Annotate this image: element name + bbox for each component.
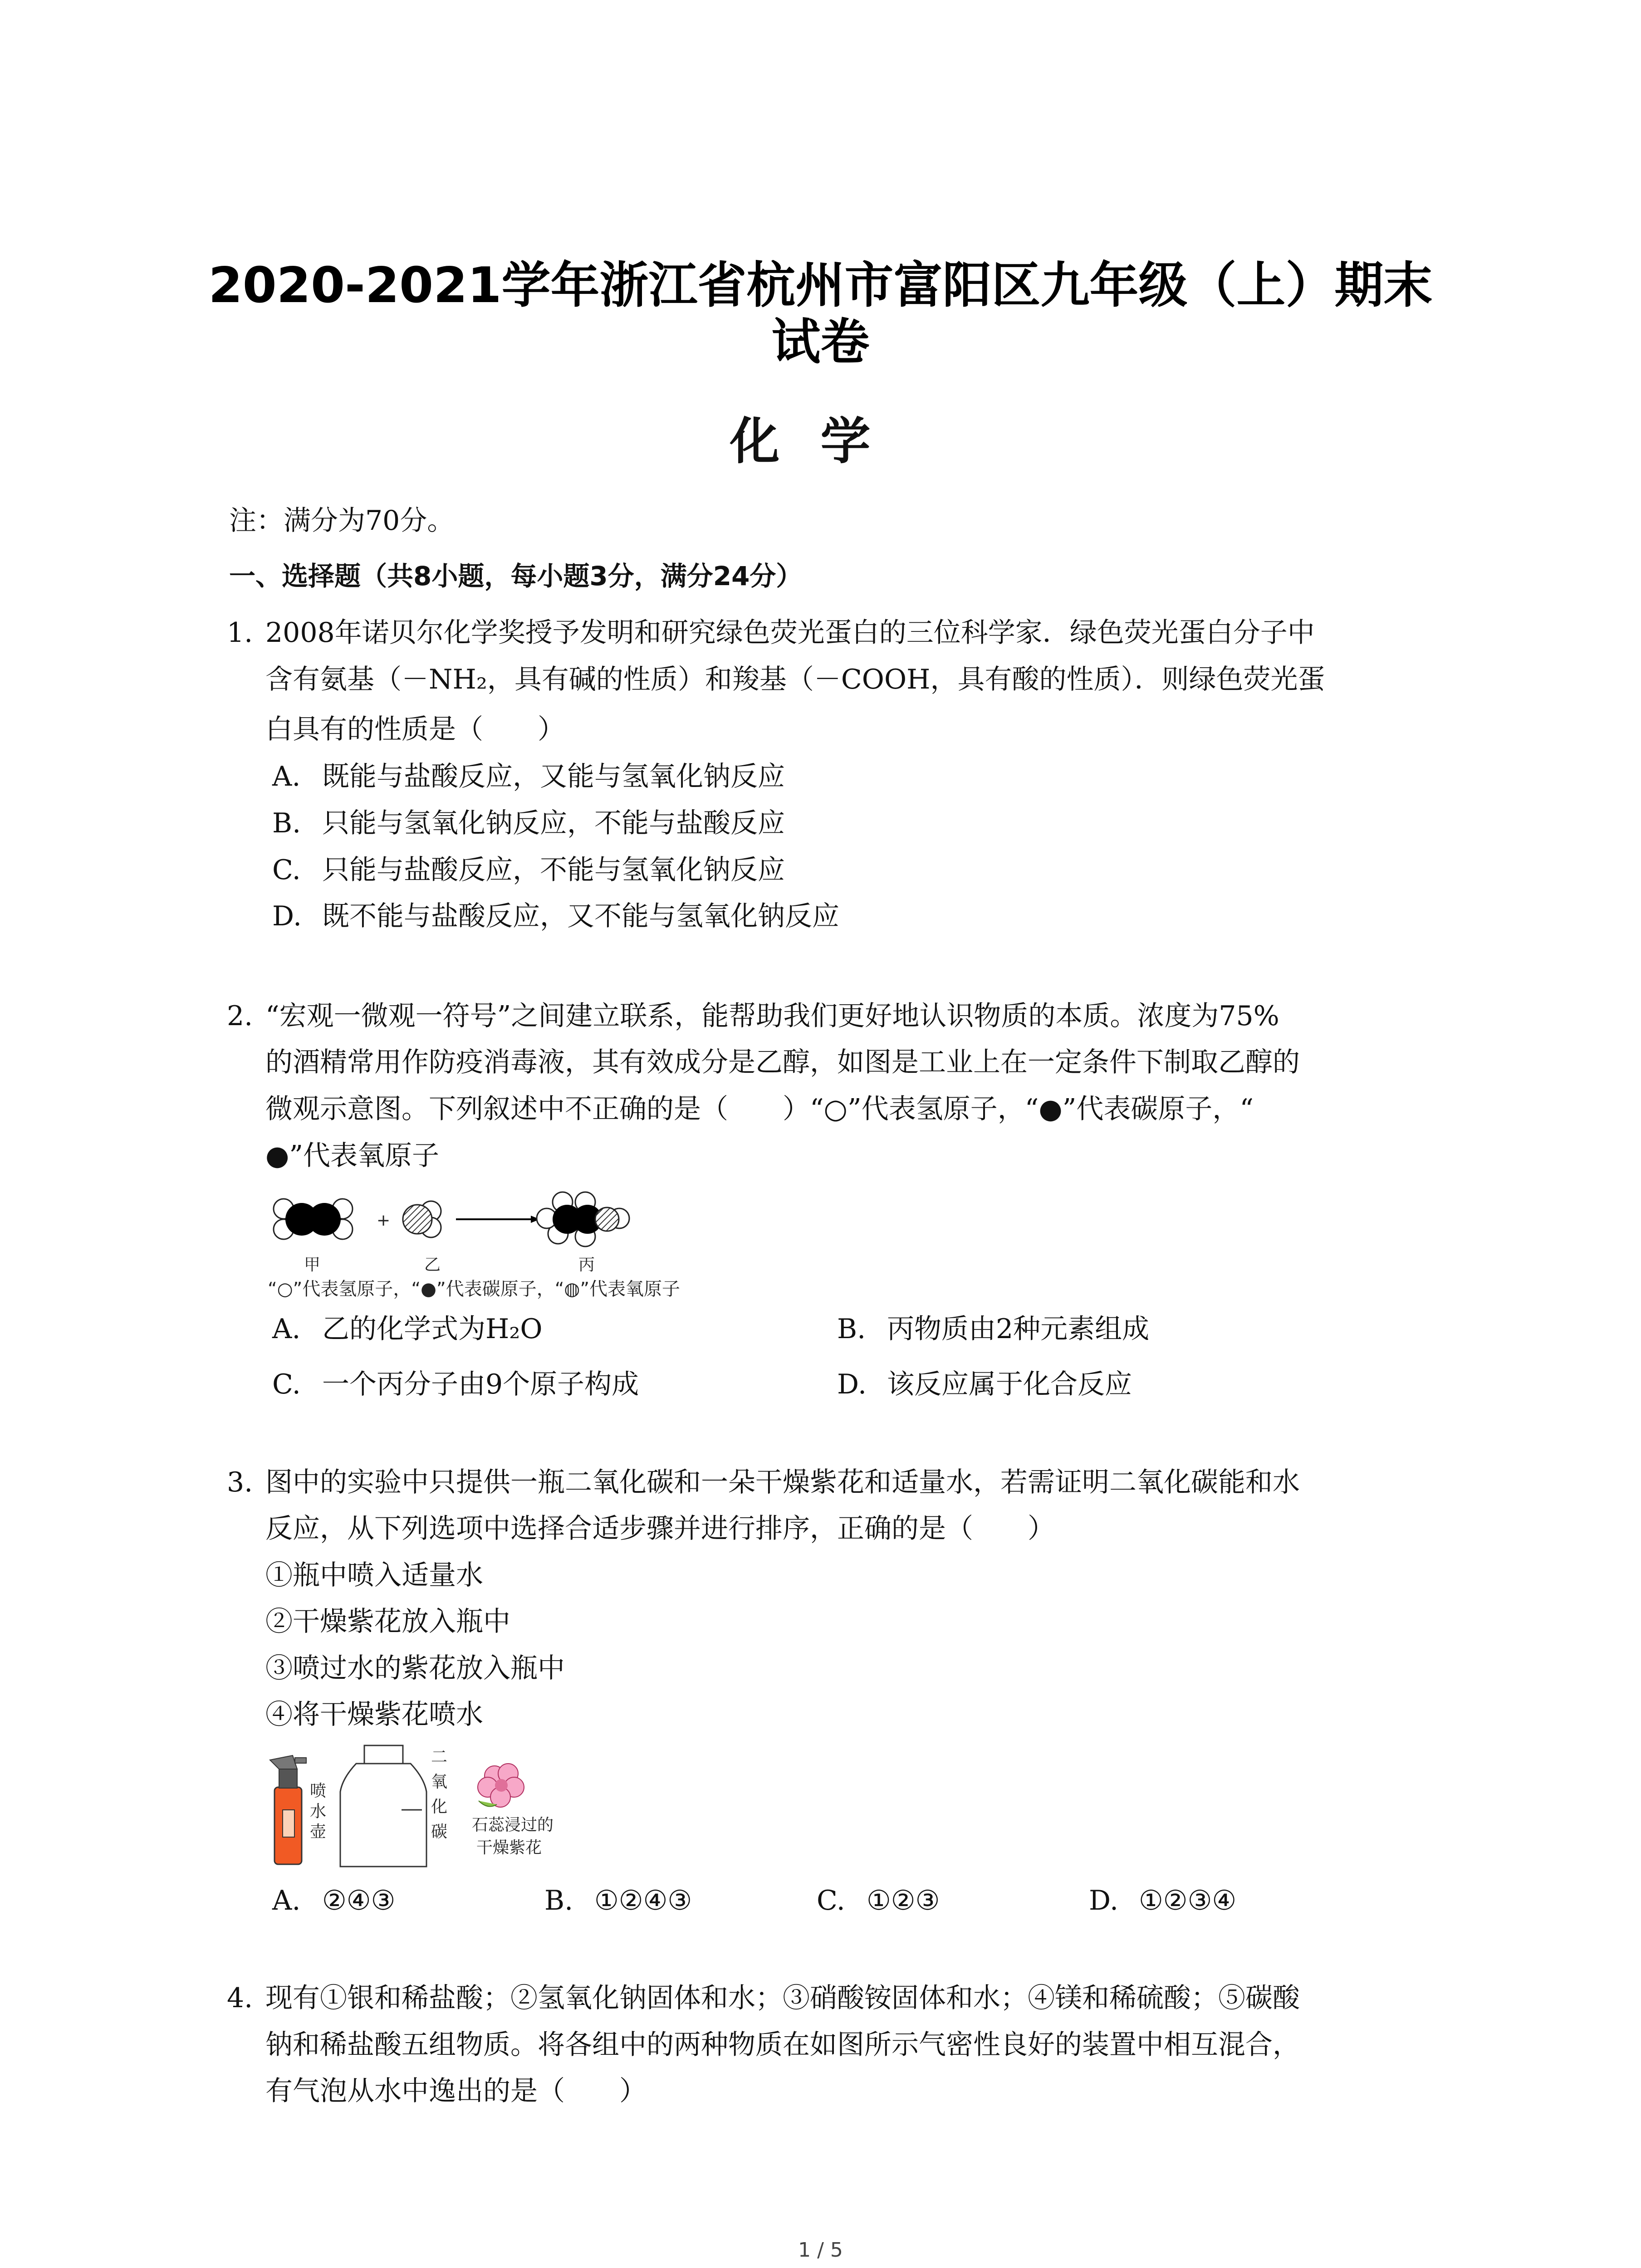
question-number: 1. — [227, 617, 253, 649]
question-number: 4. — [227, 1982, 253, 2014]
sprayer-label: 喷 — [310, 1782, 327, 1800]
bottle-label: 碳 — [431, 1823, 448, 1841]
option-label: D. — [837, 1369, 867, 1400]
option-label: A. — [272, 1313, 301, 1345]
option-d — [272, 898, 839, 934]
option-label: C. — [817, 1885, 845, 1916]
option-label: B. — [544, 1885, 573, 1916]
question-text-line: 反应，从下列选项中选择合适步骤并进行排序，正确的是（ ） — [265, 1513, 1055, 1545]
label-jia: 甲 — [304, 1256, 321, 1274]
sprayer-label: 水 — [310, 1802, 327, 1821]
page-number: 1 / 5 — [798, 2239, 843, 2262]
option-label: D. — [1089, 1885, 1119, 1916]
step-item: ②干燥紫花放入瓶中 — [265, 1606, 510, 1637]
option-text: ①②④③ — [594, 1885, 692, 1916]
bottle-label: 氧 — [431, 1773, 448, 1791]
flower-label: 干燥紫花 — [476, 1838, 542, 1857]
molecule-yi — [403, 1201, 441, 1237]
option-c — [272, 1366, 639, 1403]
title-line-1: 2020-2021学年浙江省杭州市富阳区九年级（上）期末 — [208, 257, 1433, 314]
molecule-jia — [274, 1199, 353, 1239]
reaction-arrow — [456, 1216, 540, 1223]
question-text-line: 的酒精常用作防疫消毒液，其有效成分是乙醇，如图是工业上在一定条件下制取乙醇的 — [265, 1046, 1300, 1078]
question-text-line: 2008年诺贝尔化学奖授予发明和研究绿色荧光蛋白的三位科学家．绿色荧光蛋白分子中 — [265, 617, 1315, 649]
spray-bottle-icon — [270, 1755, 306, 1864]
figure-caption: “○”代表氢原子，“●”代表碳原子，“◍”代表氧原子 — [268, 1279, 681, 1300]
option-d — [837, 1366, 1132, 1403]
option-b — [272, 805, 785, 841]
question-number: 2. — [227, 1000, 253, 1032]
reaction-micro-diagram — [268, 1184, 848, 1302]
molecule-bing — [537, 1192, 629, 1246]
sprayer-label: 壶 — [310, 1823, 327, 1841]
question-text-line: 微观示意图。下列叙述中不正确的是（ ）“○”代表氢原子，“●”代表碳原子，“ — [265, 1093, 1254, 1125]
title-line-2: 试卷 — [771, 314, 870, 371]
option-text: 该反应属于化合反应 — [887, 1369, 1132, 1400]
option-text: 乙的化学式为H₂O — [322, 1313, 543, 1345]
option-a — [272, 758, 785, 795]
plus-sign: + — [377, 1211, 391, 1230]
option-text: ①②③ — [867, 1885, 940, 1916]
label-bing: 丙 — [578, 1256, 595, 1274]
option-text: 只能与盐酸反应，不能与氢氧化钠反应 — [322, 854, 785, 886]
option-b — [544, 1882, 692, 1919]
option-label: A. — [272, 761, 301, 792]
subject-title: 化学 — [730, 412, 911, 470]
option-label: B. — [272, 807, 301, 839]
option-c — [817, 1882, 940, 1919]
question-text-line: 现有①银和稀盐酸；②氢氧化钠固体和水；③硝酸铵固体和水；④镁和稀硫酸；⑤碳酸 — [265, 1982, 1300, 2014]
section-heading: 一、选择题（共8小题，每小题3分，满分24分） — [229, 561, 803, 591]
question-number: 3. — [227, 1466, 253, 1498]
experiment-diagram — [265, 1742, 583, 1878]
bottle-label: 化 — [431, 1798, 448, 1816]
question-text-line: 含有氨基（－NH₂，具有碱的性质）和羧基（－COOH，具有酸的性质）．则绿色荧光蛋 — [265, 664, 1325, 695]
option-label: A. — [272, 1885, 301, 1916]
option-label: C. — [272, 1369, 301, 1400]
option-a — [272, 1882, 395, 1919]
option-text: 一个丙分子由9个原子构成 — [322, 1369, 639, 1400]
step-item: ④将干燥紫花喷水 — [265, 1699, 483, 1730]
question-text-line: ●”代表氧原子 — [265, 1140, 440, 1172]
option-text: 既能与盐酸反应，又能与氢氧化钠反应 — [322, 761, 785, 792]
option-text: 丙物质由2种元素组成 — [887, 1313, 1150, 1345]
option-c — [272, 852, 785, 888]
question-text-line: 有气泡从水中逸出的是（ ） — [265, 2075, 647, 2107]
label-yi: 乙 — [424, 1256, 441, 1274]
option-text: 只能与氢氧化钠反应，不能与盐酸反应 — [322, 807, 785, 839]
flower-icon — [478, 1764, 524, 1807]
option-label: B. — [837, 1313, 866, 1345]
option-d — [1089, 1882, 1236, 1919]
option-b — [837, 1311, 1149, 1347]
gas-bottle-icon — [340, 1745, 426, 1867]
flower-label: 石蕊浸过的 — [472, 1816, 554, 1834]
score-note: 注：满分为70分。 — [229, 505, 455, 537]
question-text-line: 图中的实验中只提供一瓶二氧化碳和一朵干燥紫花和适量水，若需证明二氧化碳能和水 — [265, 1466, 1300, 1498]
step-item: ①瓶中喷入适量水 — [265, 1559, 483, 1591]
option-text: ②④③ — [322, 1885, 396, 1916]
question-text-line: “宏观一微观一符号”之间建立联系，能帮助我们更好地认识物质的本质。浓度为75% — [265, 1000, 1279, 1032]
bottle-label: 二 — [431, 1748, 448, 1766]
option-a — [272, 1311, 543, 1347]
question-text-line: 白具有的性质是（ ） — [265, 714, 565, 745]
option-label: D. — [272, 900, 302, 932]
question-text-line: 钠和稀盐酸五组物质。将各组中的两种物质在如图所示气密性良好的装置中相互混合， — [265, 2029, 1300, 2061]
option-text: ①②③④ — [1139, 1885, 1237, 1916]
option-text: 既不能与盐酸反应，又不能与氢氧化钠反应 — [322, 900, 839, 932]
option-label: C. — [272, 854, 301, 886]
step-item: ③喷过水的紫花放入瓶中 — [265, 1652, 565, 1684]
